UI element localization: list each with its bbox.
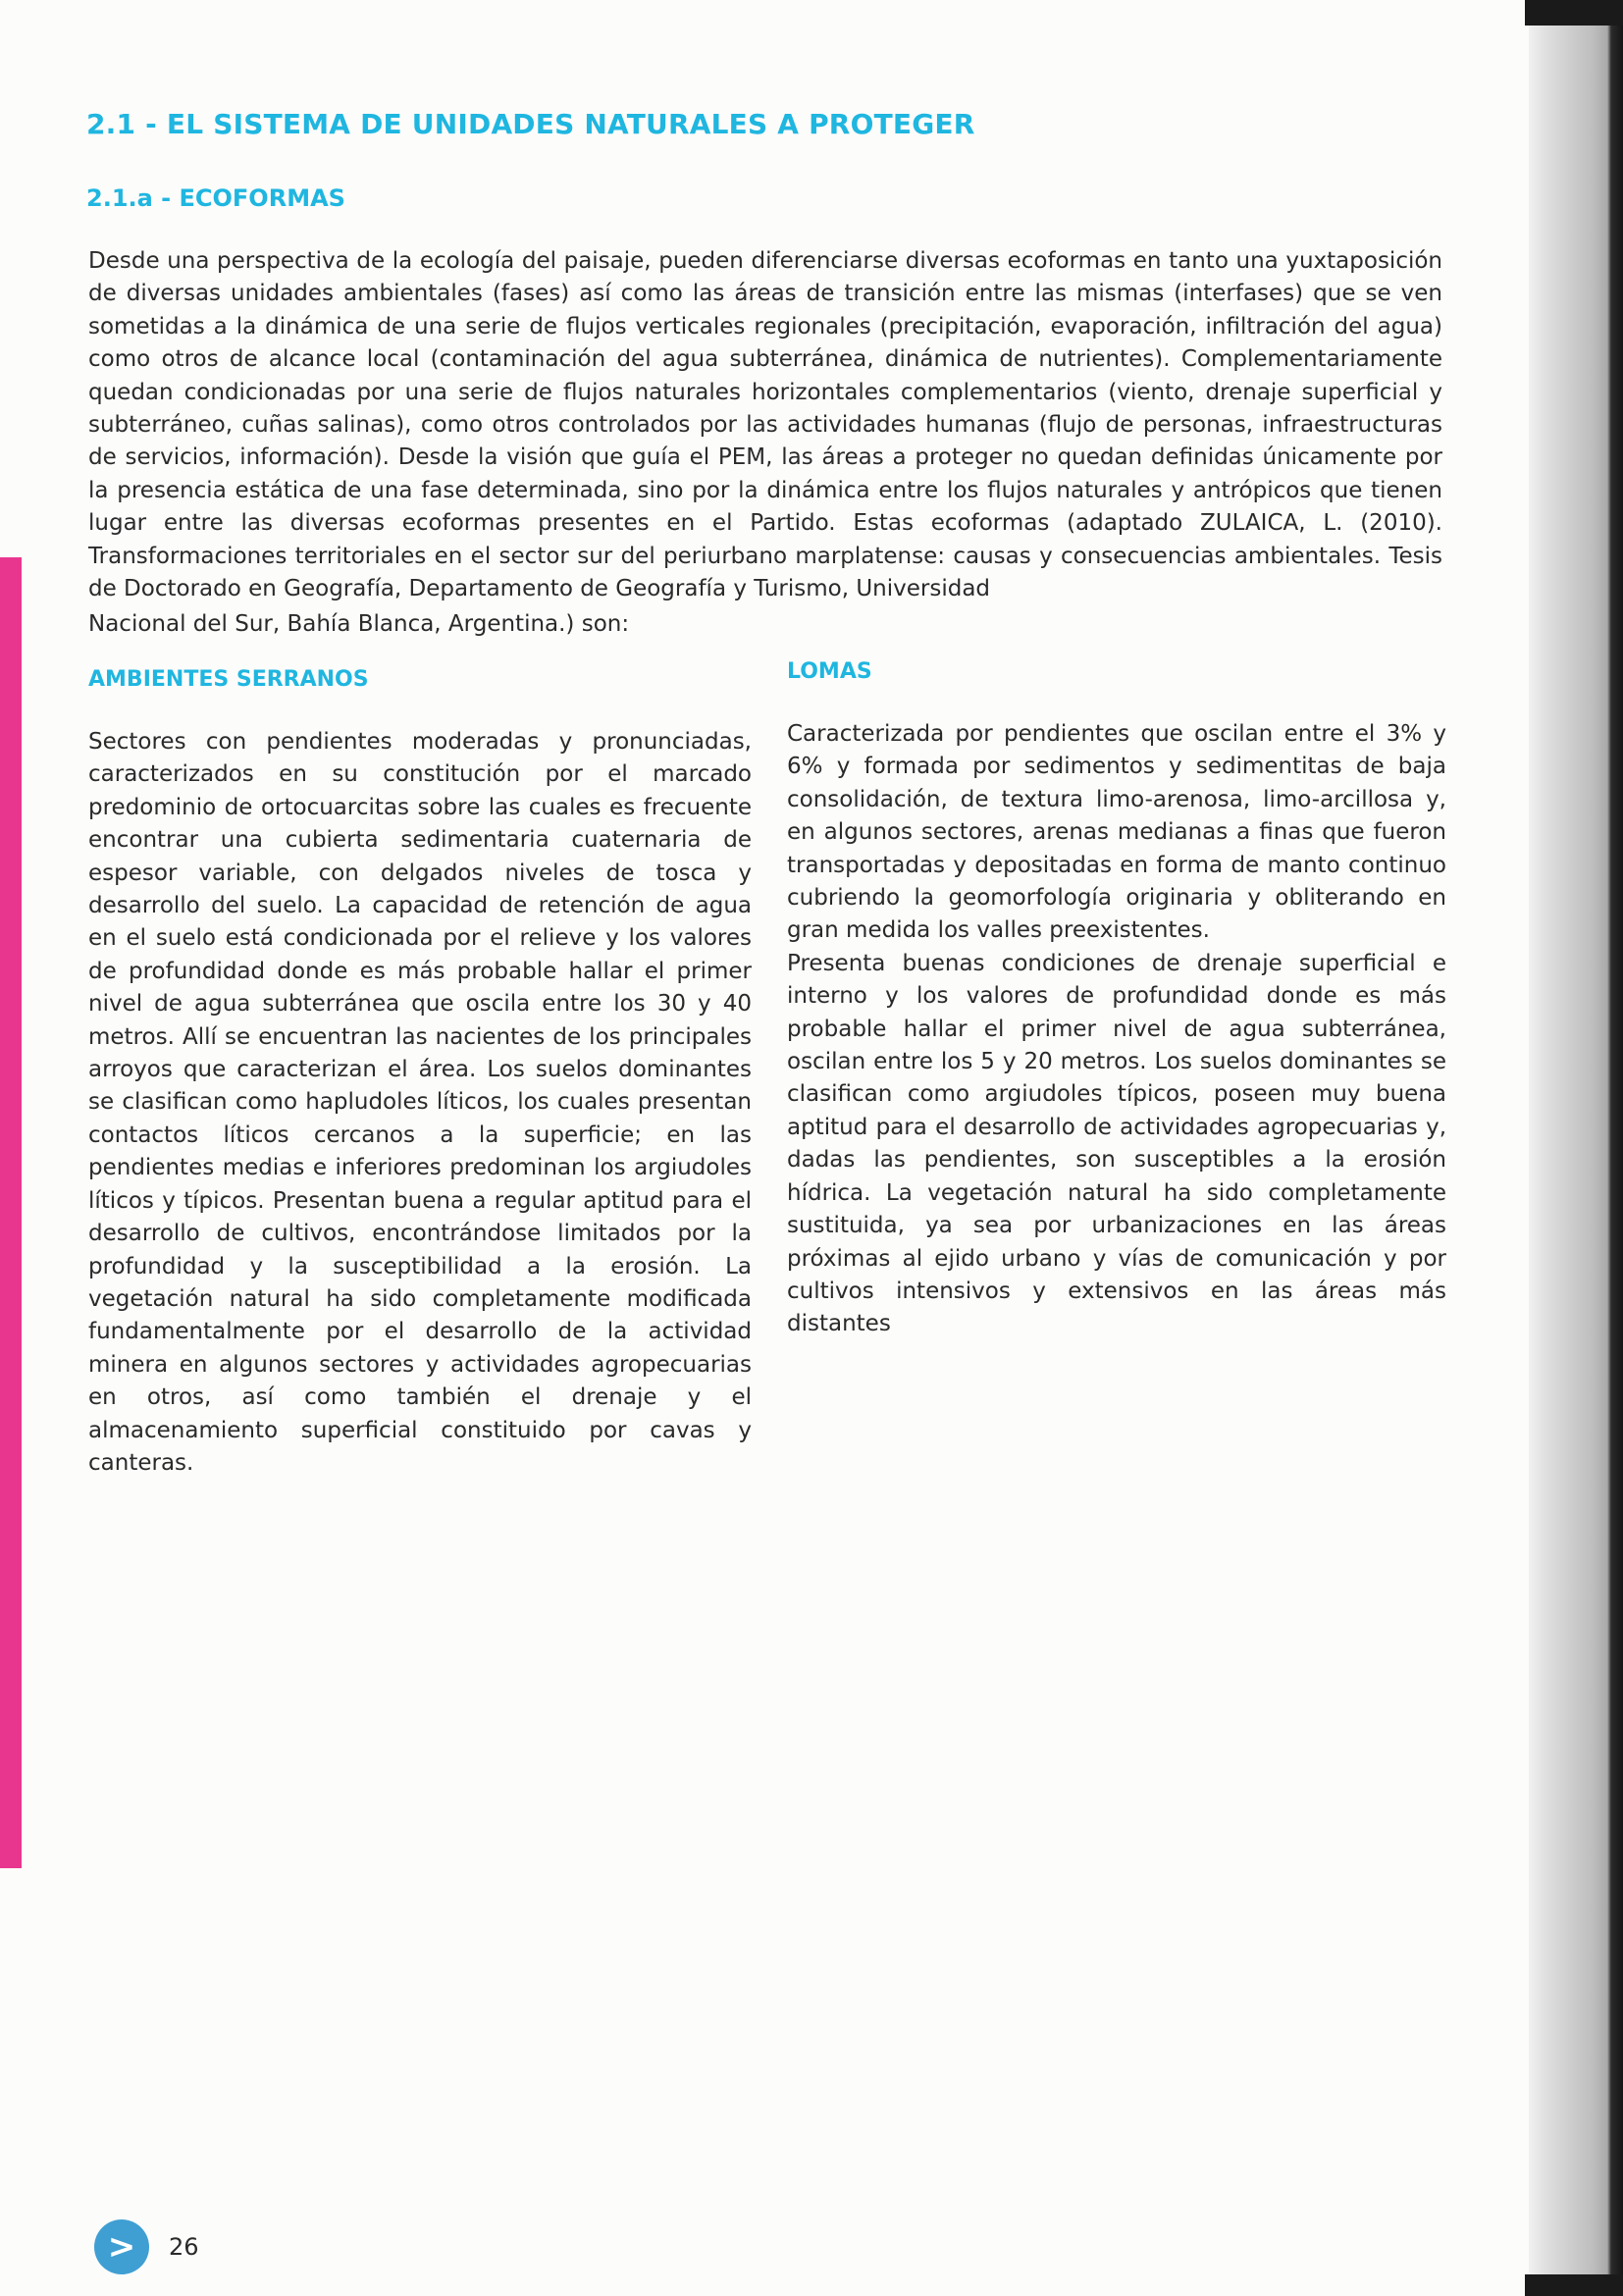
- binding-shadow-top: [1525, 0, 1623, 26]
- section-subtitle: 2.1.a - ECOFORMAS: [86, 184, 345, 212]
- ambientes-serranos-text: [88, 726, 752, 1480]
- chevron-right-icon: >: [107, 2227, 136, 2267]
- lomas-text: [787, 718, 1446, 1341]
- lomas-heading: LOMAS: [787, 659, 872, 684]
- lomas-paragraph-1: Caracterizada por pendientes que oscilan entre el 3% y 6% y formada por sedimentos y sedimentitas de baja consolidación, de textura limo-arenosa, limo-arcillosa y, en algunos sectores, arenas medianas a finas que fueron transportadas y depositadas en forma de manto continuo cubriendo la geomorfología originaria y obliterando en gran medida los valles preexistentes.: [787, 721, 1446, 944]
- pink-edge-bar: [0, 557, 22, 1868]
- binding-shadow-bottom: [1525, 2274, 1623, 2296]
- lomas-paragraph-2: Presenta buenas condiciones de drenaje superficial e interno y los valores de profundidad donde es más probable hallar el primer nivel de agua subterránea, oscilan entre los 5 y 20 metros. Los suelos dominantes se clasifican como argiudoles típicos, poseen muy buena aptitud para el desarrollo de actividades agropecuarias y, dadas las pendientes, son susceptibles a la erosión hídrica. La vegetación natural ha sido completamente sustituida, ya sea por urbanizaciones en las áreas próximas al ejido urbano y vías de comunicación y por cultivos intensivos y extensivos en las áreas más distantes: [787, 950, 1446, 1337]
- next-page-button[interactable]: [94, 2219, 149, 2274]
- ambientes-serranos-paragraph: Sectores con pendientes moderadas y pronunciadas, caracterizados en su constitución por el marcado predominio de ortocuarcitas sobre las cuales es frecuente encontrar una cubierta sedimentaria cuaternaria de espesor variable, con delgados niveles de tosca y desarrollo del suelo. La capacidad de retención de agua en el suelo está condicionada por el relieve y los valores de profundidad donde es más probable hallar el primer nivel de agua subterránea que oscila entre los 30 y 40 metros. Allí se encuentran las nacientes de los principales arroyos que caracterizan el área. Los suelos dominantes se clasifican como hapludoles líticos, los cuales presentan contactos líticos cercanos a la superficie; en las pendientes medias e inferiores predominan los argiudoles líticos y típicos. Presentan buena a regular aptitud para el desarrollo de cultivos, encontrándose limitados por la profundidad y la susceptibilidad a la erosión. La vegetación natural ha sido completamente modificada fundamentalmente por el desarrollo de la actividad minera en algunos sectores y actividades agropecuarias en otros, así como también el drenaje y el almacenamiento superficial constituido por cavas y canteras.: [88, 729, 752, 1476]
- intro-paragraph: Desde una perspectiva de la ecología del paisaje, pueden diferenciarse diversas ecoformas en tanto una yuxtaposición de diversas unidades ambientales (fases) así como las áreas de transición entre las mismas (interfases) que se ven sometidas a la dinámica de una serie de flujos verticales regionales (precipitación, evaporación, infiltración del agua) como otros de alcance local (contaminación del agua subterránea, dinámica de nutrientes). Complementariamente quedan condicionadas por una serie de flujos naturales horizontales complementarios (viento, drenaje superficial y subterráneo, cuñas salinas), como otros controlados por las actividades humanas (flujo de personas, infraestructuras de servicios, información). Desde la visión que guía el PEM, las áreas a proteger no quedan definidas únicamente por la presencia estática de una fase determinada, sino por la dinámica entre los flujos naturales y antrópicos que tienen lugar entre las diversas ecoformas presentes en el Partido. Estas ecoformas (adaptado ZULAICA, L. (2010). Transformaciones territoriales en el sector sur del periurbano marplatense: causas y consecuencias ambientales. Tesis de Doctorado en Geografía, Departamento de Geografía y Turismo, Universidad: [88, 248, 1442, 602]
- page-number: 26: [169, 2233, 199, 2261]
- page-footer: [94, 2219, 199, 2274]
- section-title: 2.1 - EL SISTEMA DE UNIDADES NATURALES A PROTEGER: [86, 108, 975, 140]
- ambientes-serranos-heading: AMBIENTES SERRANOS: [88, 667, 369, 692]
- intro-paragraph-tail: Nacional del Sur, Bahía Blanca, Argentina.) son:: [88, 611, 630, 637]
- book-binding-edge: [1529, 0, 1623, 2296]
